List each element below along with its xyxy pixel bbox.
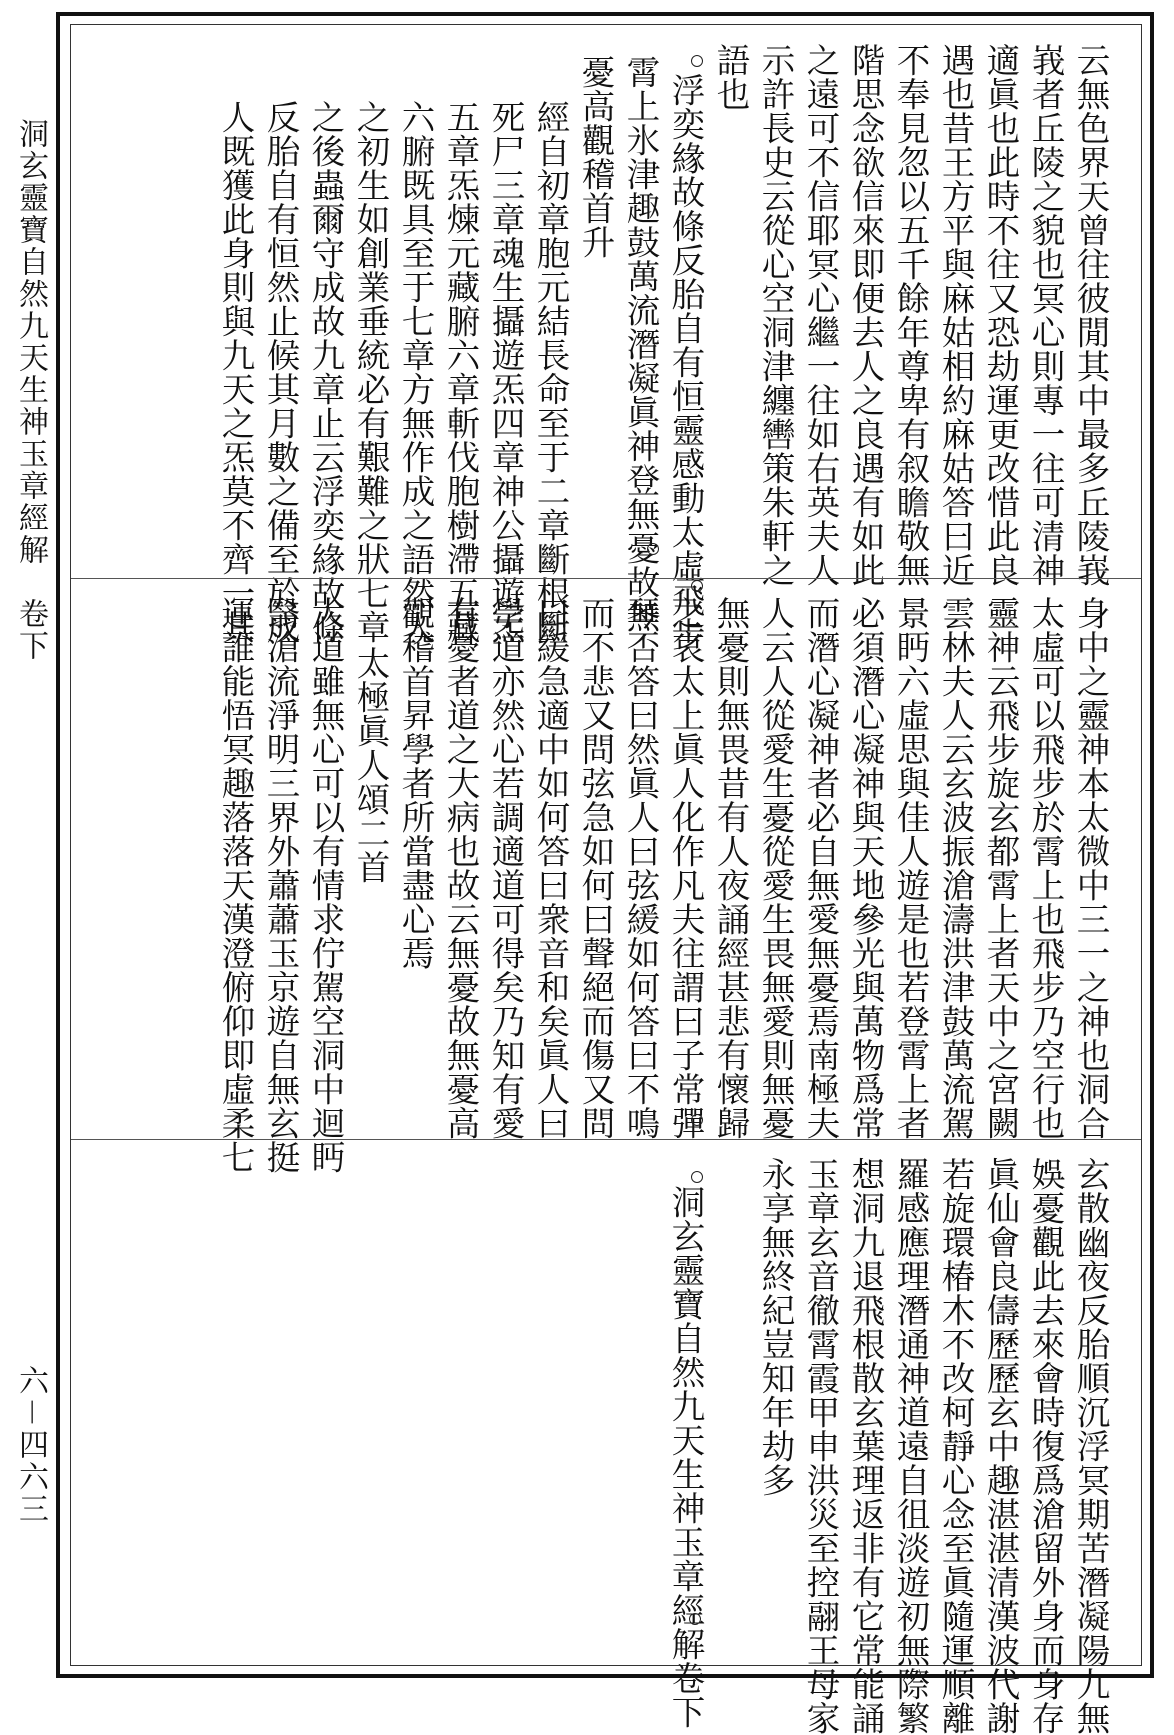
text-column: 之後蟲爾守成故九章止云浮奕緣故條 xyxy=(306,100,345,644)
text-column: 翳滄流淨明三界外蕭蕭玉京遊自無玄挺 xyxy=(261,596,300,1174)
circle-mark xyxy=(689,1613,701,1625)
text-column: 觀稽首昇學者所當盡心焉 xyxy=(396,596,435,970)
text-column: 有憂者道之大病也故云無憂故無憂高 xyxy=(441,596,480,1140)
text-column: 琴否答曰然眞人曰弦緩如何答曰不鳴 xyxy=(621,596,660,1140)
circle-mark xyxy=(691,1114,703,1126)
text-section-1 xyxy=(71,25,1141,651)
margin-book-title: 洞玄靈寶自然九天生神玉章經解 卷下 xyxy=(13,118,48,662)
text-column: 霄上氷津趣鼓萬流潛凝眞神登無憂故無 xyxy=(621,55,660,633)
text-column: 階思念欲信來即便去人之良遇有如此 xyxy=(846,43,885,587)
text-column: 浮奕緣故條反胎自有恒靈感動太虛飛步 xyxy=(666,73,705,651)
text-column: 示許長史云從心空洞津纏轡策朱軒之 xyxy=(756,43,795,587)
page-inner-frame xyxy=(70,24,1142,1735)
text-section-3 xyxy=(71,1139,1141,1735)
text-column: 玉章玄音徹霄霞甲申洪災至控翮王母家 xyxy=(801,1157,840,1735)
text-column: 眞仙會良儔歷歷玄中趣湛湛清漢波代謝 xyxy=(981,1157,1020,1735)
text-column: 峩者丘陵之貌也冥心則專一往可清神 xyxy=(1026,43,1065,587)
text-column: 必須潛心凝神與天地參光與萬物爲常 xyxy=(846,596,885,1140)
text-column: 若旋環椿木不改柯靜心念至眞隨運順離 xyxy=(936,1157,975,1735)
doc-end-title: 洞玄靈寶自然九天生神玉章經解卷下 xyxy=(666,1185,705,1729)
text-column: 憂高觀稽首升 xyxy=(576,55,615,259)
text-column: 之哀太上眞人化作凡夫往謂曰子常彈 xyxy=(666,596,705,1140)
text-column: 景眄六虛思與佳人遊是也若登霄上者 xyxy=(891,596,930,1140)
text-column: 遇也昔王方平與麻姑相約麻姑答曰近 xyxy=(936,43,975,587)
text-column: 雲林夫人云玄波振滄濤洪津鼓萬流駕 xyxy=(936,596,975,1140)
text-column: 不奉見忽以五千餘年尊卑有叙瞻敬無 xyxy=(891,43,930,587)
text-column: 反胎自有恒然止候其月數之備至於成 xyxy=(261,100,300,644)
text-column: 經自初章胞元結長命至于二章斷根斷 xyxy=(531,100,570,644)
text-column: 羅感應理潛通神道遠自徂淡遊初無際繁 xyxy=(891,1157,930,1735)
text-column: 六腑既具至于七章方無作成之語然人 xyxy=(396,100,435,644)
margin-page-number: 六－四六三 xyxy=(13,1365,48,1525)
circle-mark xyxy=(647,543,659,555)
text-column: 之遠可不信耶冥心繼一往如右英夫人 xyxy=(801,43,840,587)
text-column: 曰緩急適中如何答曰衆音和矣眞人曰 xyxy=(531,596,570,1140)
text-column: 語也 xyxy=(711,43,750,111)
page-frame xyxy=(56,12,1154,1735)
text-section-2 xyxy=(71,578,1141,1174)
circle-mark xyxy=(691,1171,703,1183)
text-column: 適眞也此時不往又恐劫運更改惜此良 xyxy=(981,43,1020,587)
text-column: 大道雖無心可以有情求佇駕空洞中迴眄 xyxy=(306,596,345,1174)
text-column: 人云人從愛生憂從愛生畏無愛則無憂 xyxy=(756,596,795,1140)
text-column: 想洞九退飛根散玄葉理返非有它常能誦 xyxy=(846,1157,885,1735)
circle-mark xyxy=(691,55,703,67)
text-column: 之初生如創業垂統必有艱難之狀七章 xyxy=(351,100,390,644)
text-column: 玄散幽夜反胎順沉浮冥期苦潛凝陽九無 xyxy=(1071,1157,1110,1735)
text-column: 娛憂觀此去來會時復爲滄留外身而身存 xyxy=(1026,1157,1065,1735)
text-column: 太極眞人頌二首 xyxy=(351,646,390,884)
circle-mark xyxy=(691,580,703,592)
text-column: 太虛可以飛步於霄上也飛步乃空行也 xyxy=(1026,596,1065,1140)
text-column: 永享無終紀豈知年劫多 xyxy=(756,1157,795,1497)
text-column: 而潛心凝神者必自無愛無憂焉南極夫 xyxy=(801,596,840,1140)
text-column: 五章炁煉元藏腑六章斬伐胞樹滯五藏 xyxy=(441,100,480,644)
text-column: 學道亦然心若調適道可得矣乃知有愛 xyxy=(486,596,525,1140)
text-column: 無憂則無畏昔有人夜誦經甚悲有懷歸 xyxy=(711,596,750,1140)
text-column: 人既獲此身則與九天之炁莫不齊一其 xyxy=(216,100,255,644)
text-column: 而不悲又問弦急如何曰聲絕而傷又問 xyxy=(576,596,615,1140)
text-column: 靈神云飛步旋玄都霄上者天中之宮闕 xyxy=(981,596,1020,1140)
text-column: 死尸三章魂生攝遊炁四章神公攝遊炁 xyxy=(486,100,525,644)
text-column: 身中之靈神本太微中三一之神也洞合 xyxy=(1071,596,1110,1140)
text-column: 運誰能悟冥趣落落天漢澄俯仰即虛柔七 xyxy=(216,596,255,1174)
text-column: 云無色界天曾往彼閒其中最多丘陵峩 xyxy=(1071,43,1110,587)
